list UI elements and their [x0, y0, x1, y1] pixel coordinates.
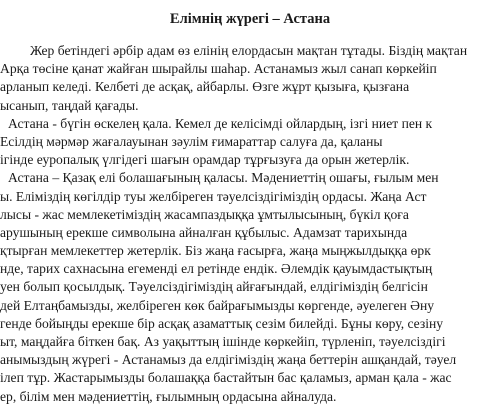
text-line: дей Елтаңбамызды, желбіреген көк байрағымызды көргенде, әуелеген Әну — [0, 297, 435, 313]
text-line: Арқа төсіне қанат жайған шырайлы шаһар. Астанамыз жыл санап көркейіп — [0, 61, 437, 77]
text-line: Астана - бүгін өскелең қала. Кемел де келісімді ойлардың, ізгі ниет пен к — [8, 115, 433, 131]
text-line: ыт, маңдайға біткен бақ. Аз уақыттың ішінде көркейіп, түрленіп, тәуелсіздігі — [0, 334, 446, 349]
text-line: ер, білім мен мәдениеттің, ғылымның ордасына айналуда. — [0, 388, 337, 404]
text-line: анымыздың жүрегі - Астанамыз да елдігіміздің жаңа беттерін ашқандай, тәуел — [0, 352, 457, 368]
text-line: уен болып қосылдық. Тәуелсіздігіміздің айғағындай, елдігіміздің белгісін — [0, 279, 428, 295]
text-line: генде бойыңды ерекше бір асқақ азаматтық сезім билейді. Бұны көру, сезіну — [0, 315, 444, 331]
text-line: Астана – Қазақ елі болашағының қаласы. Мәдениеттің ошағы, ғылым мен — [8, 170, 439, 186]
text-line: Жер бетіндегі әрбір адам өз елінің елордасын мақтан тұтады. Біздің мақтан — [30, 43, 468, 58]
text-line: ы. Еліміздің көгілдір туы желбіреген тәуелсіздігіміздің ордасы. Жаңа Аст — [0, 188, 427, 204]
text-line: қтырған мемлекеттер жетерлік. Біз жаңа ғасырға, жаңа мыңжылдыққа өрк — [0, 243, 431, 259]
document-body — [0, 42, 500, 406]
document-title: Елімнің жүрегі – Астана — [169, 11, 331, 27]
text-line: ілеп тұр. Жастарымызды болашаққа бастайтын бас қаламыз, арман қала - жас — [0, 370, 452, 386]
text-line: арушының ерекше символына айналған құбылыс. Адамзат тарихында — [0, 224, 408, 240]
text-line: Есілдің мәрмәр жағалауынан зәулім ғимараттар салуға да, қаланы — [0, 133, 383, 149]
text-line: ысанып, таңдай қағады. — [0, 97, 139, 113]
text-line: арланып келеді. Келбеті де асқақ, айбарлы. Өзге жұрт қызыға, қызғана — [0, 79, 410, 95]
text-line: ігінде еуропалық үлгідегі шағын орамдар тұрғызуға да орын жетерлік. — [0, 152, 410, 168]
text-line: лысы - жас мемлекетіміздің жасампаздыққа ұмтылысының, бүкіл қоға — [0, 206, 409, 222]
text-line: нде, тарих сахнасына егеменді ел ретінде ендік. Әлемдік қауымдастықтың — [0, 261, 433, 277]
